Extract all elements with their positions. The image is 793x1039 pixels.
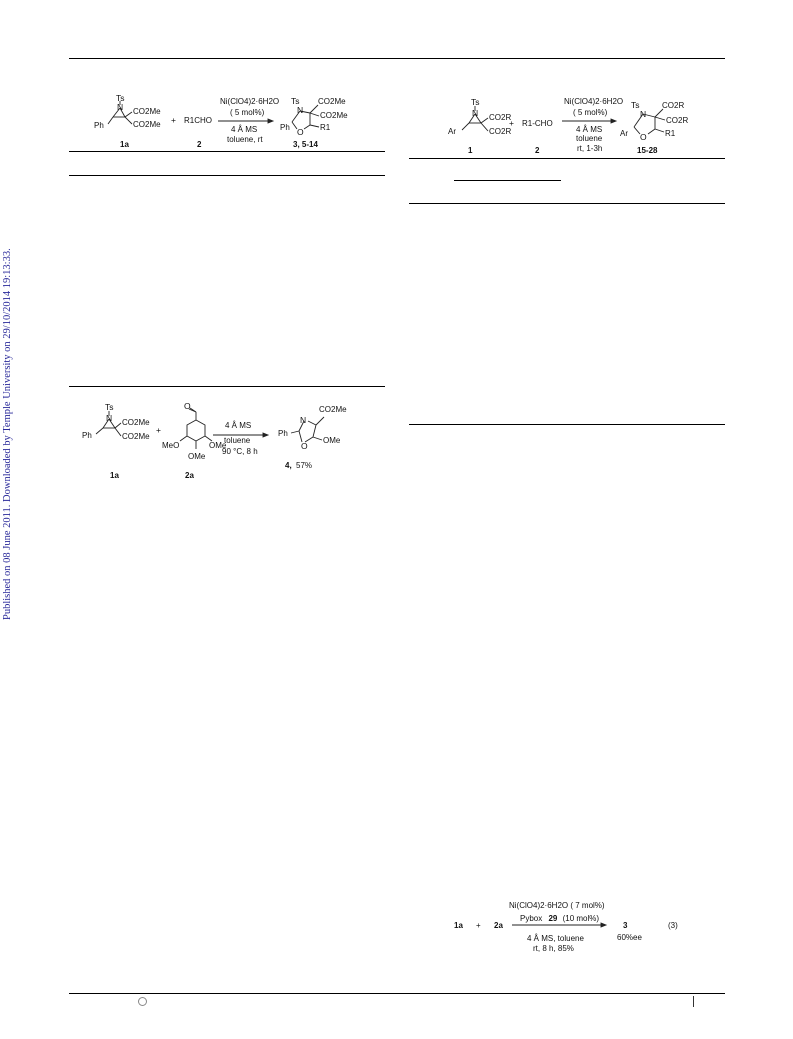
s3-oxazole-ester[interactable]: CO2Me [319, 405, 347, 414]
s1-product-ts[interactable]: Ts [291, 96, 300, 106]
s2-aziridine-ester-bottom[interactable]: CO2R [489, 127, 512, 136]
s3-plus[interactable]: + [156, 425, 161, 435]
eq3-ee[interactable]: 60%ee [617, 933, 642, 942]
s3-yield[interactable]: 57% [296, 461, 313, 470]
scheme1 [80, 92, 370, 150]
footer-rule [69, 993, 725, 994]
eq3-reactant2[interactable]: 2a [494, 921, 503, 930]
s1-aziridine-ts[interactable]: Ts [116, 93, 125, 103]
eq3-conditions[interactable]: rt, 8 h, 85% [533, 944, 574, 953]
s1-aziridine-ester-bottom[interactable]: CO2Me [133, 120, 161, 129]
s2-conditions[interactable]: rt, 1-3h [577, 144, 603, 153]
s3-aziridine-ester-bottom[interactable]: CO2Me [122, 432, 150, 441]
s2-aziridine-ester-top[interactable]: CO2R [489, 113, 512, 122]
s1-aziridine-aryl[interactable]: Ph [94, 121, 104, 130]
s3-ome-bottom[interactable]: OMe [188, 452, 206, 461]
s1-aldehyde[interactable]: R1CHO [184, 116, 213, 125]
eq3-ligand-number[interactable]: 29 [548, 914, 558, 923]
s3-solvent[interactable]: toluene [224, 436, 251, 445]
table1-bottom-rule [69, 386, 385, 387]
eq3-sieves-solvent[interactable]: 4 Å MS, toluene [527, 934, 584, 943]
s2-product-ester-right[interactable]: CO2R [666, 116, 689, 125]
equation3 [448, 897, 698, 957]
s1-product-aryl[interactable]: Ph [280, 123, 290, 132]
s3-sieves[interactable]: 4 Å MS [225, 421, 252, 430]
s1-catalyst[interactable]: Ni(ClO4)2·6H2O [220, 97, 280, 106]
s2-aziridine-aryl[interactable]: Ar [448, 127, 456, 136]
header-rule [69, 58, 725, 59]
s2-label-prod[interactable]: 15-28 [637, 146, 658, 155]
s2-aziridine-n: N [472, 108, 479, 118]
s2-product-r[interactable]: R1 [665, 129, 676, 138]
s2-product-ts[interactable]: Ts [631, 100, 640, 110]
s3-aziridine-ester-top[interactable]: CO2Me [122, 418, 150, 427]
s2-solvent[interactable]: toluene [576, 134, 603, 143]
s3-label-sm[interactable]: 1a [110, 471, 119, 480]
download-note-text[interactable]: Published on 08 June 2011. Downloaded by Temple University on 29/10/2014 19:13:33. [2, 248, 13, 620]
s3-oxazole-n[interactable]: N [300, 415, 307, 425]
s2-catalyst-loading[interactable]: ( 5 mol%) [573, 108, 608, 117]
s3-ome-right[interactable]: OMe [209, 441, 227, 450]
s3-label-ald[interactable]: 2a [185, 471, 194, 480]
s1-product-ester-right[interactable]: CO2Me [320, 111, 348, 120]
eq3-ligand-prefix[interactable]: Pybox [520, 914, 543, 923]
scheme2 [434, 94, 724, 156]
s2-label-sm[interactable]: 1 [468, 146, 473, 155]
s3-aziridine-aryl[interactable]: Ph [82, 431, 92, 440]
s2-sieves[interactable]: 4 Å MS [576, 125, 603, 134]
s1-label-ald[interactable]: 2 [197, 140, 202, 149]
s2-aziridine-ts[interactable]: Ts [471, 97, 480, 107]
s1-product-o[interactable]: O [297, 127, 304, 137]
scheme2-rule-top [409, 158, 725, 159]
table2-bottom-rule [409, 424, 725, 425]
eq3-ligand-line [520, 914, 599, 923]
s2-aldehyde[interactable]: R1-CHO [522, 119, 553, 128]
footer-circle-icon [138, 997, 147, 1006]
s1-label-sm[interactable]: 1a [120, 140, 129, 149]
s3-conditions[interactable]: 90 °C, 8 h [222, 447, 258, 456]
eq3-catalyst[interactable]: Ni(ClO4)2·6H2O ( 7 mol%) [509, 901, 605, 910]
eq3-number[interactable]: (3) [668, 921, 678, 930]
s2-product-n: N [640, 109, 647, 119]
table2-header-rule [409, 203, 725, 204]
s2-product-aryl[interactable]: Ar [620, 129, 628, 138]
s1-label-prod[interactable]: 3, 5-14 [293, 140, 318, 149]
s1-plus[interactable]: + [171, 115, 176, 125]
s2-catalyst[interactable]: Ni(ClO4)2·6H2O [564, 97, 624, 106]
s3-aziridine-n: N [106, 413, 113, 423]
s2-label-ald[interactable]: 2 [535, 146, 540, 155]
s2-product-o[interactable]: O [640, 132, 647, 142]
s1-sieves[interactable]: 4 Å MS [231, 125, 258, 134]
s2-product-ester-top[interactable]: CO2R [662, 101, 685, 110]
s3-aziridine-ts[interactable]: Ts [105, 402, 114, 412]
scheme3 [72, 395, 372, 487]
s1-aziridine-n: N [117, 102, 124, 112]
s1-aziridine-ester-top[interactable]: CO2Me [133, 107, 161, 116]
s3-oxazole-ome[interactable]: OMe [323, 436, 341, 445]
s1-conditions[interactable]: toluene, rt [227, 135, 263, 144]
s1-product-r[interactable]: R1 [320, 123, 331, 132]
s3-aldehyde-o[interactable]: O [184, 401, 191, 411]
table1-header-rule [69, 175, 385, 176]
s3-oxazole-o[interactable]: O [301, 441, 308, 451]
footer-divider [693, 996, 694, 1007]
s3-oxazole-aryl[interactable]: Ph [278, 429, 288, 438]
s3-meo-left[interactable]: MeO [162, 441, 180, 450]
s3-label-prod[interactable]: 4, [285, 461, 292, 470]
table2-header-underline [454, 180, 561, 181]
scheme1-rule-top [69, 151, 385, 152]
s2-plus[interactable]: + [509, 118, 514, 128]
eq3-plus[interactable]: + [476, 921, 481, 930]
eq3-ligand-suffix[interactable]: (10 mol%) [562, 914, 600, 923]
s1-product-ester-top[interactable]: CO2Me [318, 97, 346, 106]
eq3-reactant1[interactable]: 1a [454, 921, 463, 930]
eq3-product[interactable]: 3 [623, 921, 628, 930]
s1-catalyst-loading[interactable]: ( 5 mol%) [230, 108, 265, 117]
s1-product-n: N [297, 105, 304, 115]
